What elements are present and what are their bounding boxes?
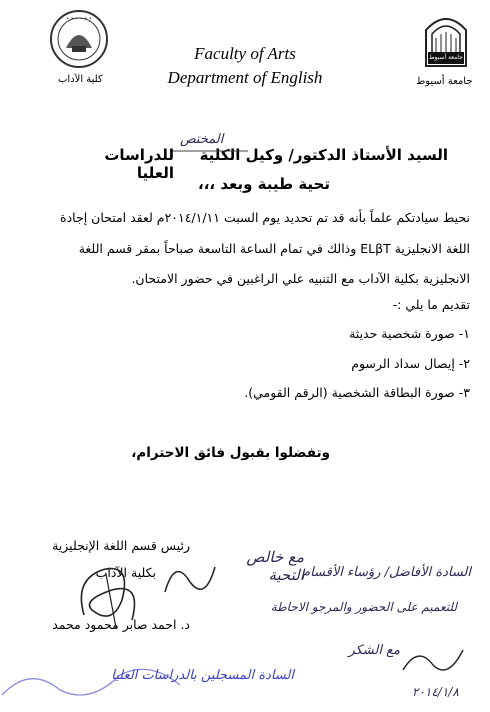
list-item: ٣- صورة البطاقة الشخصية (الرقم القومي).	[244, 385, 470, 400]
handwritten-note-line-2: للتعميم على الحضور والمرجو الاحاطة	[270, 600, 457, 614]
closing: وتفضلوا بقبول فائق الاحترام،	[131, 445, 330, 461]
handwritten-date: ٢٠١٤/١/٨	[412, 685, 459, 699]
signature-title-2: بكلية الآداب	[95, 565, 156, 580]
addressee-handwritten: المختص	[180, 132, 224, 147]
addressee-start: السيد الأستاذ الدكتور/ وكيل الكلية	[199, 146, 448, 164]
department-title: Department of English	[167, 68, 323, 87]
para-line-1: نحيط سيادتكم علماً بأنه قد تم تحديد يوم السبت ٢٠١٤/١/١١م لعقد امتحان إجادة	[60, 210, 470, 225]
note-signature-scribble	[398, 640, 468, 680]
university-logo-text: جامعة أسيوط	[429, 54, 463, 61]
list-item: ٢- إيصال سداد الرسوم	[351, 356, 470, 371]
list-item: ١- صورة شخصية حديثة	[349, 326, 470, 341]
para-line-2: اللغة الانجليزية ELβT وذالك في تمام الساعة التاسعة صباحاً بمقر قسم اللغة	[78, 241, 470, 256]
note-scribble	[160, 552, 220, 602]
handwritten-note-top: مع خالص التحية	[246, 548, 304, 584]
faculty-label: كلية الآداب	[58, 74, 103, 85]
signature-title-1: رئيس قسم اللغة الإنجليزية	[52, 538, 190, 553]
para-line-3: الانجليزية بكلية الآداب مع التنبيه علي الراغبين في حضور الامتحان.	[131, 271, 470, 286]
svg-text:• • • • • •: • • • • • •	[66, 16, 92, 22]
signature-scribble	[72, 560, 152, 630]
greeting: تحية طيبة وبعد ،،،	[198, 175, 330, 193]
addressee-underline	[170, 150, 250, 154]
blue-scribble	[0, 655, 300, 705]
signature-name: د. احمد صابر محمود محمد	[52, 617, 190, 632]
university-label: جامعة أسيوط	[416, 76, 473, 87]
faculty-title: Faculty of Arts	[194, 44, 296, 63]
list-intro: تقديم ما يلي :-	[392, 297, 470, 312]
handwritten-note-line-3: مع الشكر	[348, 643, 400, 658]
addressee-end: للدراسات العليا	[104, 146, 174, 182]
blue-handwritten-note: السادة المسجلين بالدراسات العليا	[111, 668, 294, 683]
handwritten-note-line-1: السادة الأفاضل/ رؤساء الأقسام	[302, 565, 471, 580]
